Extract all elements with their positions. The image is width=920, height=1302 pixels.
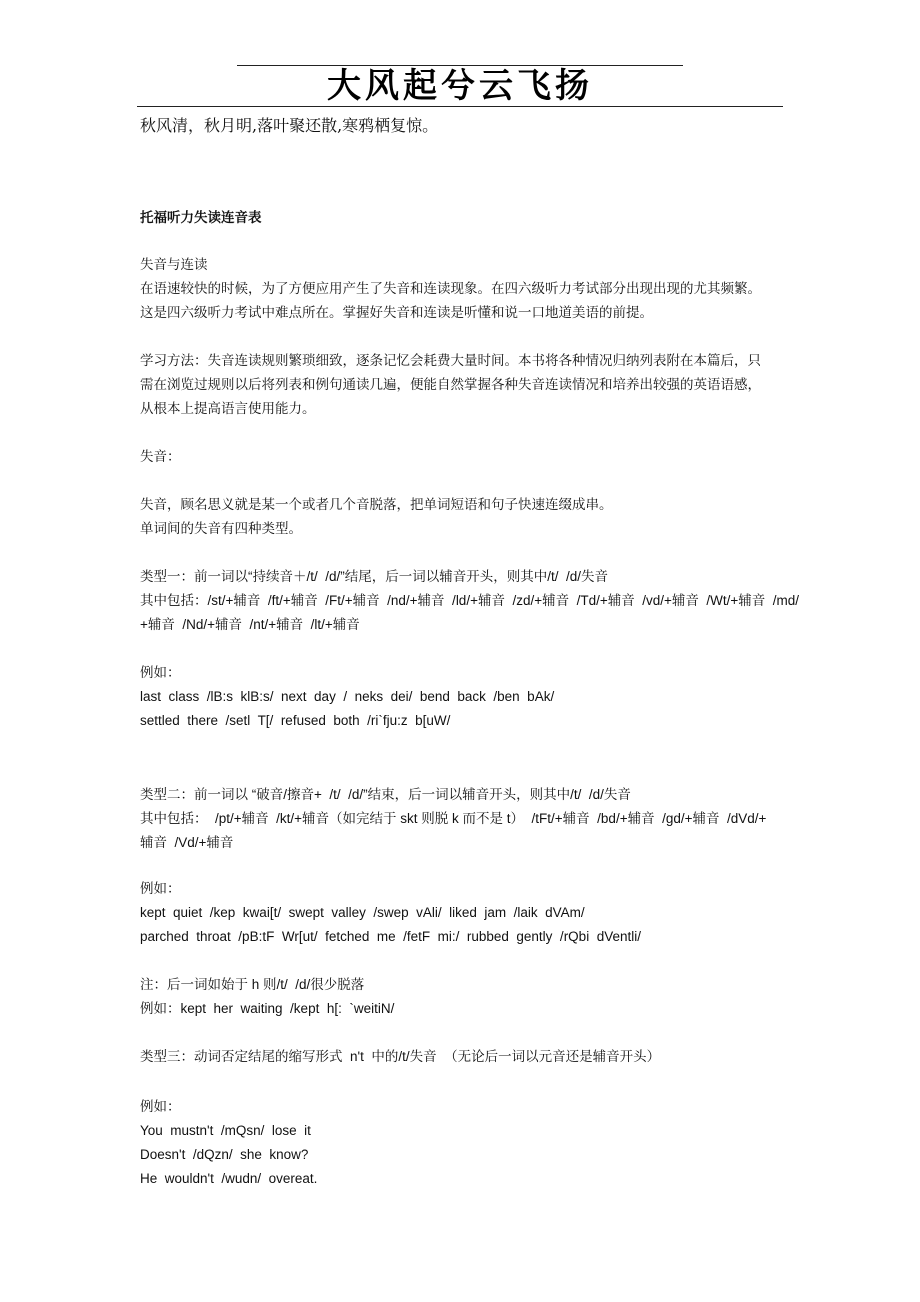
text-line: 失音与连读 (140, 257, 208, 272)
text-line: 其中包括：/st/+辅音 /ft/+辅音 /Ft/+辅音 /nd/+辅音 /ld/+辅音 /zd/+辅音 /Td/+辅音 /vd/+辅音 /Wt/+辅音 /md/ (140, 593, 800, 608)
text-line: 例如： (140, 881, 181, 896)
poem-line: 秋风清，秋月明,落叶聚还散,寒鸦栖复惊。 (140, 116, 439, 135)
text-line: 类型一：前一词以“持续音＋/t/ /d/”结尾，后一词以辅音开头，则其中/t/ /d/失音 (140, 569, 609, 584)
text-line: 例如：kept her waiting /kept h[: `weitiN/ (140, 1001, 395, 1016)
text-line: 类型二：前一词以 “破音/擦音+ /t/ /d/”结束，后一词以辅音开头，则其中/t/ /d/失音 (140, 787, 631, 802)
text-line: 其中包括： /pt/+辅音 /kt/+辅音（如完结于 skt 则脱 k 而不是 t） /tFt/+辅音 /bd/+辅音 /gd/+辅音 /dVd/+ (140, 811, 767, 826)
text-line: 这是四六级听力考试中难点所在。掌握好失音和连读是听懂和说一口地道美语的前提。 (140, 305, 653, 320)
text-line: 注：后一词如始于 h 则/t/ /d/很少脱落 (140, 977, 365, 992)
document-title: 托福听力失读连音表 (140, 210, 262, 225)
text-line: 失音： (140, 449, 181, 464)
header-banner: 大风起兮云飞扬 (327, 66, 593, 106)
text-line: last class /lB:s klB:s/ next day / neks dei/ bend back /ben bAk/ (140, 689, 555, 704)
text-line: 需在浏览过规则以后将列表和例句通读几遍，便能自然掌握各种失音连读情况和培养出较强的英语语感， (140, 377, 761, 392)
text-line: 学习方法：失音连读规则繁琐细致，逐条记忆会耗费大量时间。本书将各种情况归纳列表附在本篇后，只 (140, 353, 761, 368)
text-line: kept quiet /kep kwai[t/ swept valley /swep vAli/ liked jam /laik dVAm/ (140, 905, 585, 920)
text-line: parched throat /pB:tF Wr[ut/ fetched me /fetF mi:/ rubbed gently /rQbi dVentli/ (140, 929, 641, 944)
text-line: You mustn't /mQsn/ lose it (140, 1123, 311, 1138)
header-bottom-rule (137, 106, 783, 107)
text-line: Doesn't /dQzn/ she know? (140, 1147, 309, 1162)
text-line: 例如： (140, 665, 181, 680)
text-line: 类型三：动词否定结尾的缩写形式 n't 中的/t/失音 （无论后一词以元音还是辅音开头） (140, 1049, 661, 1064)
text-line: He wouldn't /wudn/ overeat. (140, 1171, 318, 1186)
text-line: 例如： (140, 1099, 181, 1114)
text-line: 单词间的失音有四种类型。 (140, 521, 302, 536)
text-line: 失音，顾名思义就是某一个或者几个音脱落，把单词短语和句子快速连缀成串。 (140, 497, 613, 512)
text-line: 辅音 /Vd/+辅音 (140, 835, 234, 850)
text-line: +辅音 /Nd/+辅音 /nt/+辅音 /lt/+辅音 (140, 617, 360, 632)
text-line: 在语速较快的时候，为了方便应用产生了失音和连读现象。在四六级听力考试部分出现出现的尤其频繁。 (140, 281, 761, 296)
text-line: settled there /setl T[/ refused both /ri`fju:z b[uW/ (140, 713, 451, 728)
text-line: 从根本上提高语言使用能力。 (140, 401, 316, 416)
